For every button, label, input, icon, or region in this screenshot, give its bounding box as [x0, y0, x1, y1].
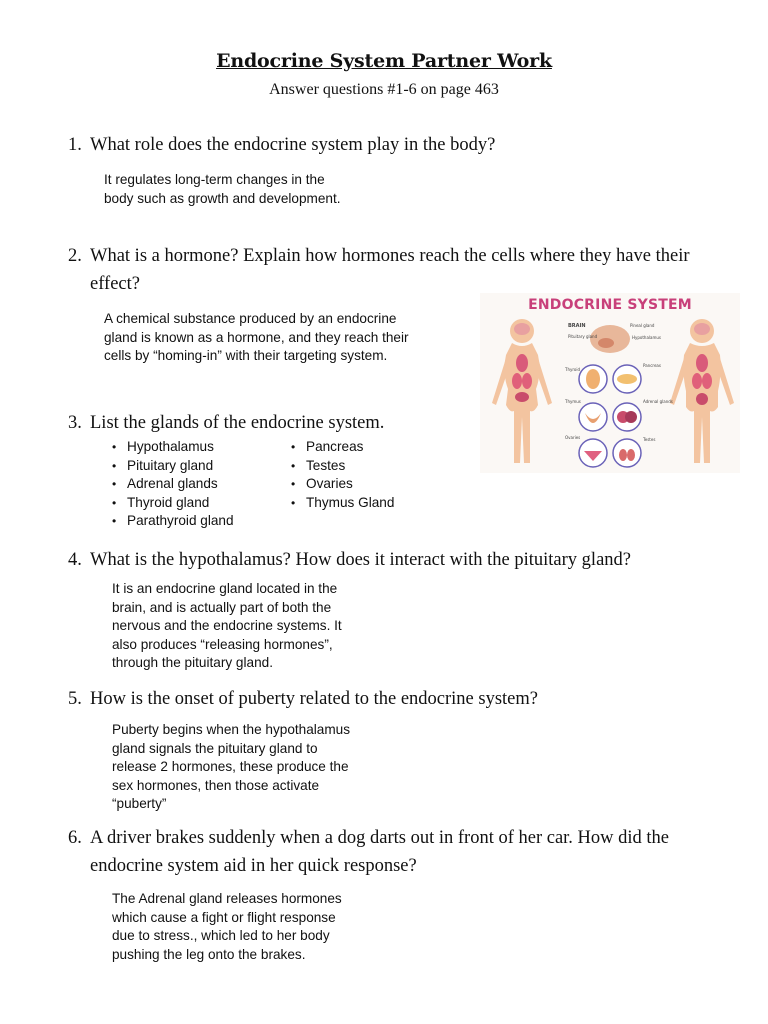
- answer-4: [112, 580, 342, 673]
- label-thyroid: Thyroid: [565, 367, 580, 372]
- illustration-title: ENDOCRINE SYSTEM: [528, 297, 692, 313]
- question-6: [68, 824, 718, 880]
- question-1: [68, 131, 728, 159]
- answer-line: It regulates long-term changes in the: [104, 172, 325, 187]
- answer-line: body such as growth and development.: [104, 190, 341, 206]
- answer-2: [104, 310, 409, 366]
- answer-line: due to stress., which led to her body: [112, 928, 330, 944]
- label-thymus: Thymus: [565, 399, 581, 404]
- brain-icon: [590, 325, 630, 353]
- label-ovaries: Ovaries: [565, 435, 581, 440]
- gland-item: • Testes: [291, 457, 394, 476]
- label-hypothalamus: Hypothalamus: [632, 335, 661, 340]
- gland-item: • Ovaries: [291, 475, 394, 494]
- label-testes: Testes: [643, 437, 656, 442]
- question-text: List the glands of the endocrine system.: [90, 413, 385, 433]
- question-2: [68, 242, 708, 298]
- female-body-figure: [492, 319, 552, 463]
- answer-line: Puberty begins when the hypothalamus: [112, 722, 351, 737]
- answer-5: [112, 721, 350, 814]
- answer-line: sex hormones, then those activate: [112, 777, 320, 793]
- gland-item: • Adrenal glands: [112, 475, 234, 494]
- question-5: [68, 685, 728, 713]
- answer-line: A chemical substance produced by an endocrine: [104, 311, 397, 326]
- question-text: What role does the endocrine system play in the body?: [90, 135, 496, 155]
- answer-6: [112, 890, 342, 964]
- label-adrenal: Adrenal glands: [643, 399, 673, 404]
- answer-line: It is an endocrine gland located in the: [112, 581, 338, 596]
- gland-item: • Pancreas: [291, 438, 394, 457]
- answer-line: through the pituitary gland.: [112, 655, 273, 671]
- label-pineal: Pineal gland: [630, 323, 655, 328]
- question-number: 4.: [68, 550, 82, 570]
- question-number: 2.: [68, 246, 82, 266]
- label-pituitary: Pituitary gland: [568, 334, 598, 339]
- question-number: 6.: [68, 828, 82, 848]
- question-number: 3.: [68, 413, 82, 433]
- gland-list-column-1: [112, 438, 234, 531]
- answer-line: nervous and the endocrine systems. It: [112, 618, 342, 634]
- label-brain: BRAIN: [568, 323, 586, 329]
- question-3: [68, 409, 728, 437]
- answer-line: also produces “releasing hormones”,: [112, 636, 333, 652]
- male-body-figure: [670, 319, 734, 463]
- gland-item: • Thymus Gland: [291, 494, 394, 513]
- gland-item: • Parathyroid gland: [112, 512, 234, 531]
- answer-line: which cause a fight or flight response: [112, 909, 336, 925]
- question-text: What is a hormone? Explain how hormones reach the cells where they have their effect?: [90, 246, 690, 294]
- gland-item: • Pituitary gland: [112, 457, 234, 476]
- question-4: [68, 546, 728, 574]
- gland-list-column-2: [291, 438, 394, 512]
- answer-line: “puberty”: [112, 796, 167, 812]
- question-number: 5.: [68, 689, 82, 709]
- endocrine-diagram-graphic: [480, 293, 740, 473]
- label-pancreas: Pancreas: [643, 363, 661, 368]
- answer-line: release 2 hormones, these produce the: [112, 759, 349, 775]
- endocrine-system-illustration: [480, 293, 740, 473]
- question-number: 1.: [68, 135, 82, 155]
- gland-item: • Thyroid gland: [112, 494, 234, 513]
- answer-line: cells by “homing-in” with their targeting system.: [104, 348, 388, 364]
- answer-line: gland is known as a hormone, and they reach their: [104, 329, 409, 345]
- question-text: How is the onset of puberty related to the endocrine system?: [90, 689, 538, 709]
- answer-line: brain, and is actually part of both the: [112, 599, 332, 615]
- gland-item: • Hypothalamus: [112, 438, 234, 457]
- answer-line: The Adrenal gland releases hormones: [112, 891, 342, 906]
- answer-1: [104, 171, 341, 208]
- answer-line: pushing the leg onto the brakes.: [112, 946, 306, 962]
- page-title: Endocrine System Partner Work: [216, 50, 552, 72]
- page-subtitle: Answer questions #1-6 on page 463: [269, 81, 499, 98]
- question-text: What is the hypothalamus? How does it interact with the pituitary gland?: [90, 550, 631, 570]
- testes-circle: [613, 439, 641, 467]
- answer-line: gland signals the pituitary gland to: [112, 740, 318, 756]
- question-text: A driver brakes suddenly when a dog darts out in front of her car. How did the endocrine system aid in her quick response?: [90, 828, 670, 876]
